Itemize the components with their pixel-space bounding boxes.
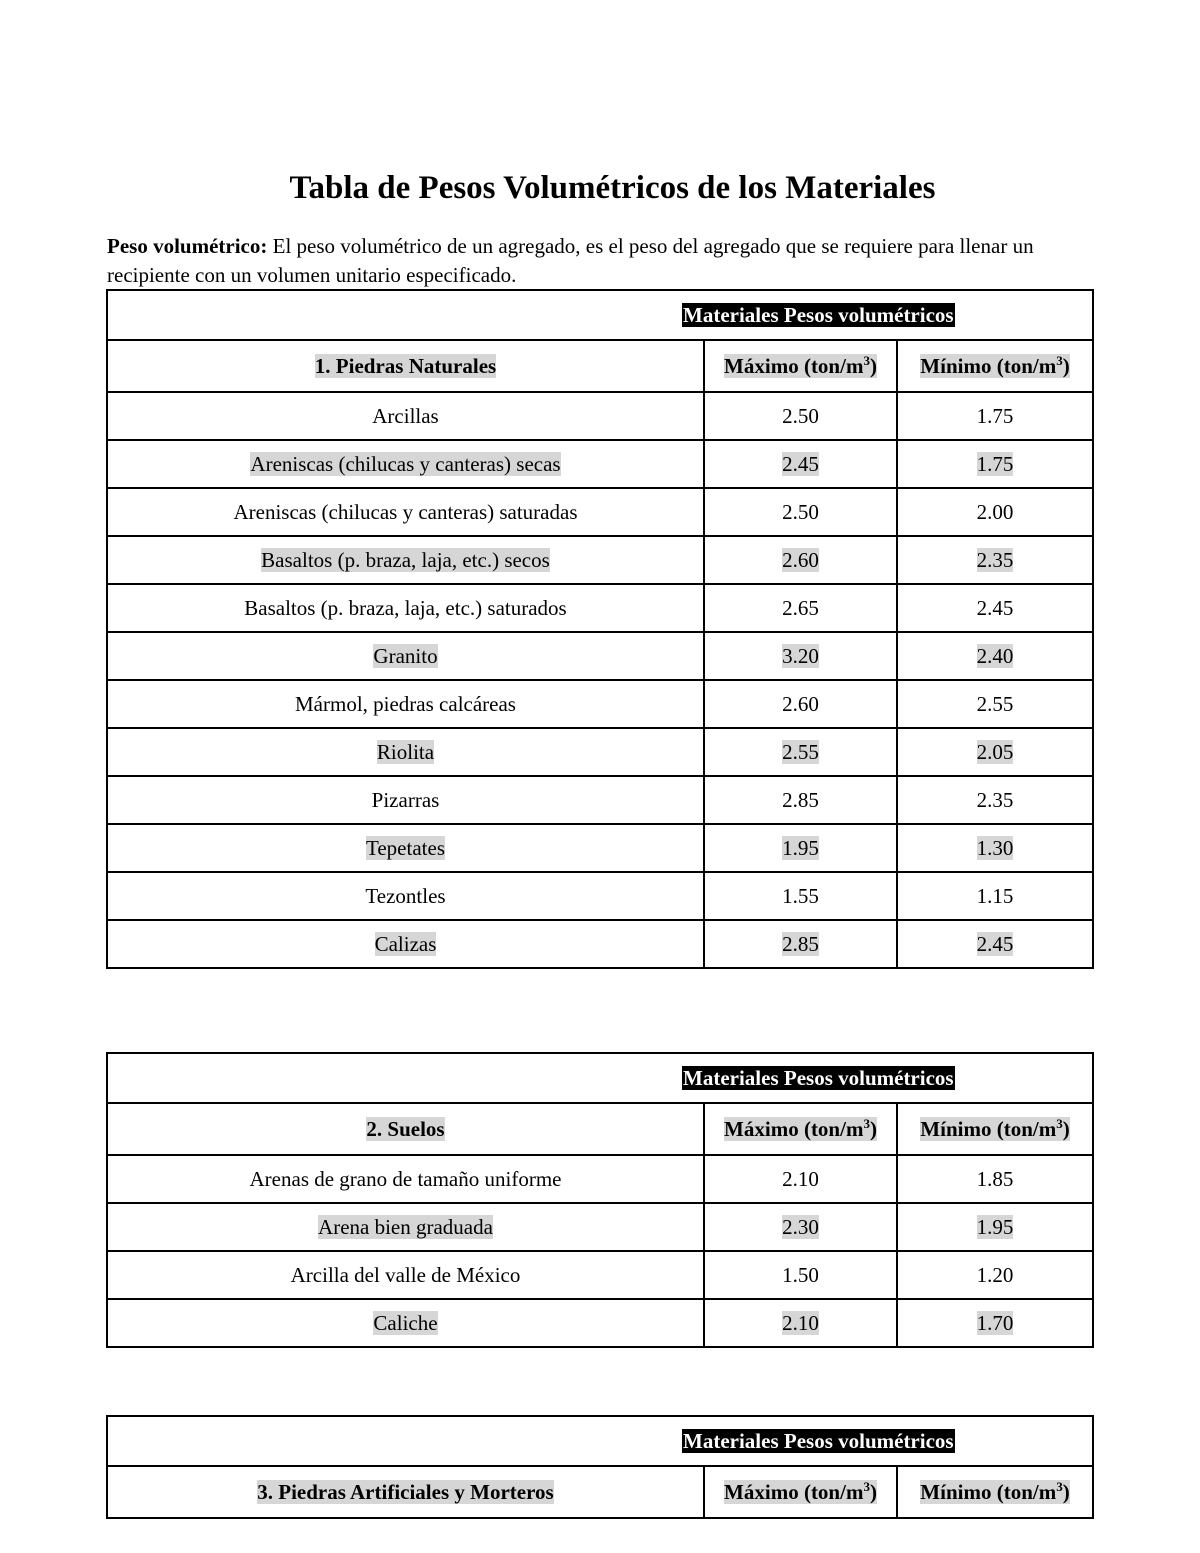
cell-min: [897, 872, 1093, 920]
cell-name-text: Arena bien graduada: [318, 1214, 493, 1239]
table-row: [107, 632, 1093, 680]
cell-name-text: Pizarras: [371, 787, 440, 812]
cell-max-text: 2.85: [782, 931, 819, 956]
cell-name-text: Granito: [373, 643, 438, 668]
column-header-label: [920, 1117, 1069, 1141]
column-header-max: [704, 340, 897, 392]
cell-max-text: 2.10: [782, 1166, 819, 1191]
table-row: [107, 776, 1093, 824]
unit-close: ): [869, 353, 877, 378]
cell-min-text: 1.70: [976, 1310, 1014, 1335]
table-row: [107, 536, 1093, 584]
cell-min: [897, 632, 1093, 680]
cell-max-text: 2.55: [782, 739, 819, 764]
cell-max-text: 2.45: [782, 451, 819, 476]
cell-max: [704, 728, 897, 776]
cell-name: [107, 872, 704, 920]
cell-name-text: Areniscas (chilucas y canteras) secas: [250, 451, 561, 476]
cell-max: [704, 440, 897, 488]
cell-name-text: Areniscas (chilucas y canteras) saturadas: [233, 499, 578, 524]
cell-min: [897, 1251, 1093, 1299]
cell-name-text: Riolita: [376, 739, 435, 764]
cell-name: [107, 584, 704, 632]
column-header-label: [724, 354, 877, 378]
cell-name: [107, 1251, 704, 1299]
section-title-cell: [107, 1466, 704, 1518]
cell-max-text: 1.55: [782, 883, 819, 908]
cell-name-text: Basaltos (p. braza, laja, etc.) saturados: [244, 595, 567, 620]
intro-text: El peso volumétrico de un agregado, es el peso del agregado que se requiere para llenar un recipiente con un volumen unitario especificado.: [107, 234, 1034, 287]
cell-max: [704, 1299, 897, 1347]
section-title-cell: [107, 1103, 704, 1155]
column-header-label: [920, 354, 1069, 378]
cell-max-text: 2.30: [782, 1214, 819, 1239]
cell-max: [704, 392, 897, 440]
cell-name: [107, 776, 704, 824]
cell-name-text: Caliche: [373, 1310, 438, 1335]
cell-max: [704, 680, 897, 728]
cell-min-text: 2.55: [976, 691, 1014, 716]
cell-min: [897, 1155, 1093, 1203]
cell-max-text: 2.50: [782, 403, 819, 428]
page-title: Tabla de Pesos Volumétricos de los Materiales: [289, 170, 936, 206]
cell-max: [704, 1155, 897, 1203]
cell-min-text: 1.85: [976, 1166, 1014, 1191]
cell-max-text: 2.60: [782, 691, 819, 716]
cell-max: [704, 584, 897, 632]
unit-close: ): [869, 1479, 877, 1504]
cell-min: [897, 536, 1093, 584]
cell-name-text: Arenas de grano de tamaño uniforme: [249, 1166, 562, 1191]
table-header-cell: [683, 290, 1093, 340]
unit-close: ): [1062, 1479, 1070, 1504]
column-header-max: [704, 1466, 897, 1518]
column-header-text: Máximo (ton/m: [724, 1479, 864, 1504]
column-header-label: [724, 1117, 877, 1141]
cell-min-text: 2.05: [976, 739, 1014, 764]
cell-name: [107, 632, 704, 680]
unit-close: ): [1062, 1116, 1070, 1141]
cell-name: [107, 824, 704, 872]
cell-max: [704, 824, 897, 872]
cell-max: [704, 1203, 897, 1251]
header-blank-cell: [107, 1416, 704, 1466]
section-title: 3. Piedras Artificiales y Morteros: [257, 1479, 554, 1504]
cell-min-text: 1.95: [976, 1214, 1014, 1239]
cell-name-text: Arcillas: [372, 403, 439, 428]
table-row: [107, 440, 1093, 488]
table-row: [107, 728, 1093, 776]
cell-name-text: Mármol, piedras calcáreas: [295, 691, 516, 716]
unit-exponent: 3: [1056, 352, 1063, 368]
column-header-text: Mínimo (ton/m: [920, 1479, 1057, 1504]
column-header-max: [704, 1103, 897, 1155]
section-title: 2. Suelos: [366, 1116, 445, 1141]
cell-max-text: 1.95: [782, 835, 819, 860]
cell-min: [897, 920, 1093, 968]
table-header-label: Materiales Pesos volumétricos: [683, 1428, 954, 1453]
intro-term: Peso volumétrico:: [107, 234, 268, 258]
cell-max-text: 3.20: [782, 643, 819, 668]
table-row: [107, 824, 1093, 872]
table-row: [107, 1299, 1093, 1347]
cell-name-text: Tepetates: [366, 835, 445, 860]
cell-name: [107, 728, 704, 776]
unit-exponent: 3: [863, 1478, 870, 1494]
cell-name: [107, 1299, 704, 1347]
unit-close: ): [869, 1116, 877, 1141]
cell-min-text: 2.40: [976, 643, 1014, 668]
cell-name: [107, 1155, 704, 1203]
intro-paragraph: [107, 232, 1097, 290]
cell-name-text: Calizas: [374, 931, 437, 956]
unit-exponent: 3: [863, 1115, 870, 1131]
cell-name: [107, 680, 704, 728]
unit-close: ): [1062, 353, 1070, 378]
cell-min-text: 1.75: [976, 403, 1014, 428]
table-row: [107, 1155, 1093, 1203]
column-header-text: Mínimo (ton/m: [920, 1116, 1057, 1141]
cell-min: [897, 728, 1093, 776]
cell-max: [704, 872, 897, 920]
cell-max: [704, 920, 897, 968]
cell-max: [704, 632, 897, 680]
section-title: 1. Piedras Naturales: [314, 353, 497, 378]
cell-min-text: 2.35: [976, 787, 1014, 812]
cell-min: [897, 776, 1093, 824]
table-header-label: Materiales Pesos volumétricos: [683, 302, 954, 327]
materials-table: [106, 1415, 1094, 1519]
cell-max: [704, 488, 897, 536]
cell-name: [107, 440, 704, 488]
column-header-label: [724, 1480, 877, 1504]
column-header-min: [897, 1103, 1093, 1155]
cell-min-text: 2.00: [976, 499, 1014, 524]
table-row: [107, 392, 1093, 440]
cell-name-text: Tezontles: [365, 883, 446, 908]
cell-name-text: Basaltos (p. braza, laja, etc.) secos: [261, 547, 550, 572]
cell-min: [897, 392, 1093, 440]
cell-min: [897, 440, 1093, 488]
unit-exponent: 3: [1056, 1478, 1063, 1494]
cell-max-text: 1.50: [782, 1262, 819, 1287]
table-row: [107, 680, 1093, 728]
column-header-text: Máximo (ton/m: [724, 1116, 864, 1141]
cell-min: [897, 1203, 1093, 1251]
table-row: [107, 872, 1093, 920]
table-header-label: Materiales Pesos volumétricos: [683, 1065, 954, 1090]
cell-name: [107, 392, 704, 440]
cell-min-text: 2.45: [976, 931, 1014, 956]
cell-min-text: 1.20: [976, 1262, 1014, 1287]
cell-max: [704, 776, 897, 824]
column-header-text: Máximo (ton/m: [724, 353, 864, 378]
column-header-label: [920, 1480, 1069, 1504]
cell-min: [897, 680, 1093, 728]
table-header-cell: [683, 1053, 1093, 1103]
table-row: [107, 584, 1093, 632]
unit-exponent: 3: [863, 352, 870, 368]
section-title-cell: [107, 340, 704, 392]
cell-min: [897, 488, 1093, 536]
cell-max: [704, 1251, 897, 1299]
cell-min: [897, 1299, 1093, 1347]
table-row: [107, 1251, 1093, 1299]
cell-name: [107, 920, 704, 968]
unit-exponent: 3: [1056, 1115, 1063, 1131]
table-row: [107, 488, 1093, 536]
cell-min-text: 1.75: [976, 451, 1014, 476]
cell-max-text: 2.10: [782, 1310, 819, 1335]
table-row: [107, 1203, 1093, 1251]
cell-min-text: 2.45: [976, 595, 1014, 620]
cell-max-text: 2.60: [782, 547, 819, 572]
cell-name-text: Arcilla del valle de México: [290, 1262, 521, 1287]
cell-min-text: 1.30: [976, 835, 1014, 860]
cell-min: [897, 584, 1093, 632]
cell-min: [897, 824, 1093, 872]
header-blank-cell: [107, 1053, 704, 1103]
column-header-min: [897, 1466, 1093, 1518]
cell-min-text: 2.35: [976, 547, 1014, 572]
cell-max-text: 2.50: [782, 499, 819, 524]
column-header-min: [897, 340, 1093, 392]
cell-max: [704, 536, 897, 584]
cell-max-text: 2.85: [782, 787, 819, 812]
column-header-text: Mínimo (ton/m: [920, 353, 1057, 378]
materials-table: [106, 1052, 1094, 1348]
table-header-cell: [683, 1416, 1093, 1466]
materials-table: [106, 289, 1094, 969]
cell-name: [107, 1203, 704, 1251]
cell-max-text: 2.65: [782, 595, 819, 620]
cell-min-text: 1.15: [976, 883, 1014, 908]
table-row: [107, 920, 1093, 968]
cell-name: [107, 536, 704, 584]
header-blank-cell: [107, 290, 704, 340]
cell-name: [107, 488, 704, 536]
